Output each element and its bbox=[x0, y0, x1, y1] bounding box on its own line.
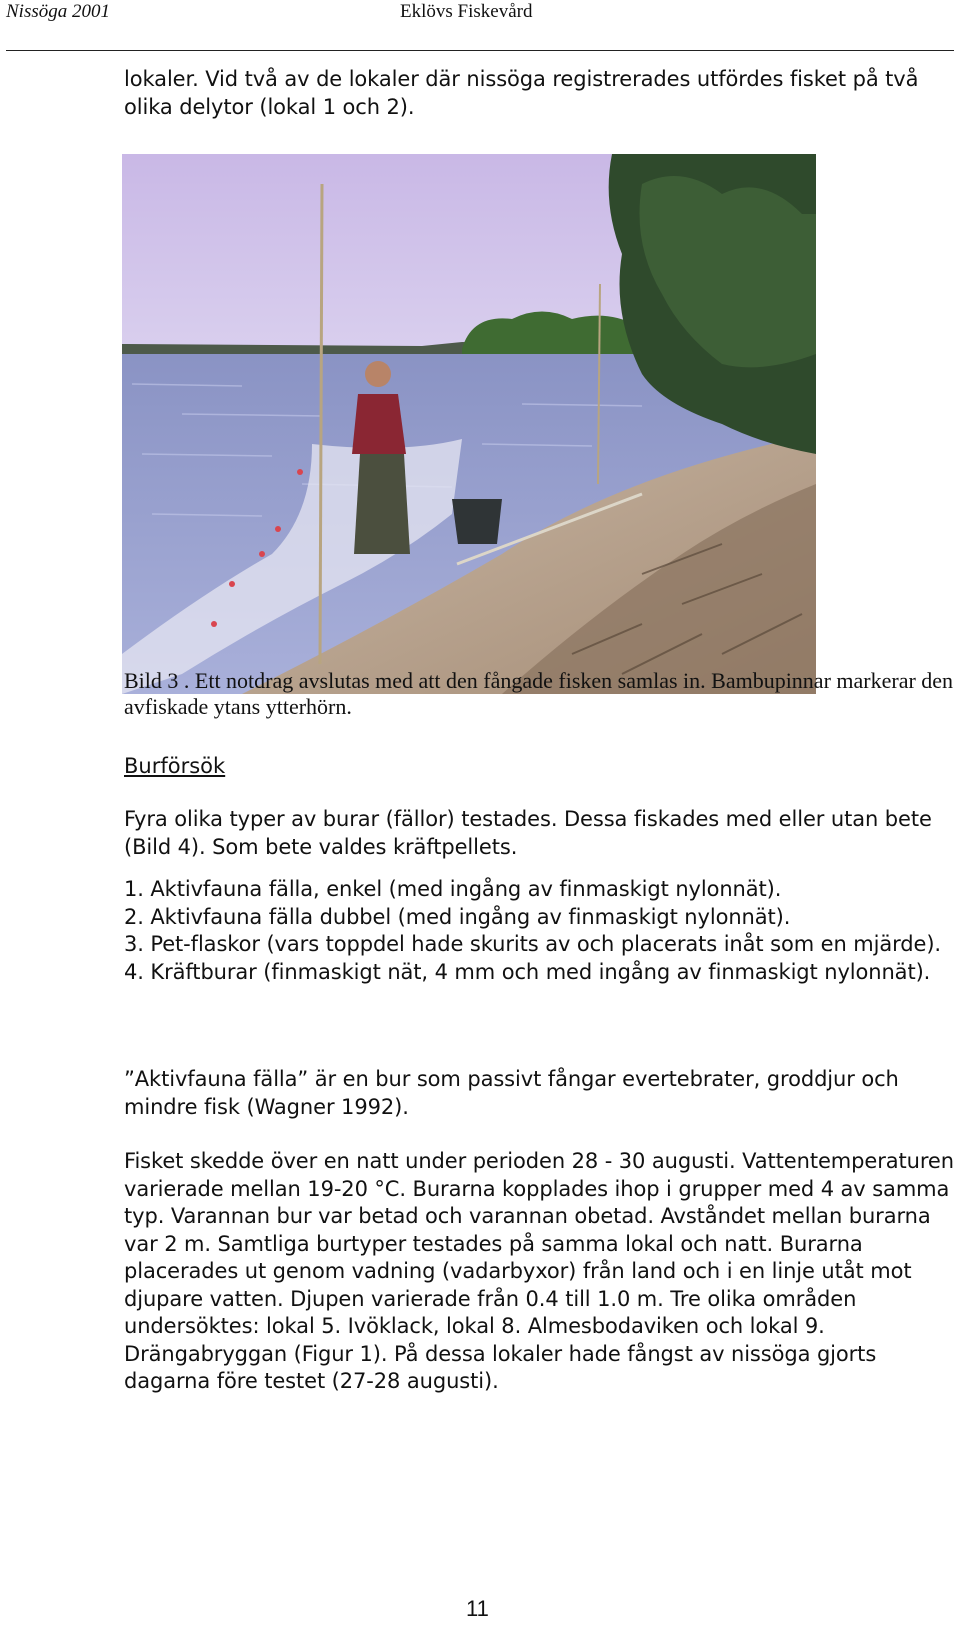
section-heading: Burförsök bbox=[124, 754, 226, 778]
list-item: 3. Pet-flaskor (vars toppdel hade skurits av och placerats inåt som en mjärde). bbox=[124, 932, 941, 956]
photo-caption: Bild 3 . Ett notdrag avslutas med att den fångade fisken samlas in. Bambupinnar markerar den avfiskade ytans ytterhörn. bbox=[124, 668, 954, 719]
list-item: 2. Aktivfauna fälla dubbel (med ingång av finmaskigt nylonnät). bbox=[124, 904, 791, 929]
lake-seine-photo bbox=[122, 154, 816, 694]
intro-paragraph: lokaler. Vid två av de lokaler där nissöga registrerades utfördes fisket på två olika delytor (lokal 1 och 2). bbox=[124, 67, 919, 119]
method-paragraph: Fisket skedde över en natt under perioden 28 - 30 augusti. Vattentemperaturen varierade mellan 19-20 °C. Burarna kopplades ihop i grupper med 4 av samma typ. Varannan bur var betad och varannan obetad. Avståndet mellan burarna var 2 m. Samtliga burtyper testades på samma lokal och natt. Burarna placerades ut genom vadning (vadarbyxor) från land och i en linje utåt mot djupare vatten. Djupen varierade från 0.4 till 1.0 m. Tre olika områden undersöktes: lokal 5. Ivöklack, lokal 8. Almesbodaviken och lokal 9. Drängabryggan (Figur 1). På dessa lokaler hade fångst av nissöga gjorts dagarna före testet (27-28 augusti). bbox=[124, 1149, 954, 1393]
header-center-title: Eklövs Fiskevård bbox=[400, 1, 533, 22]
header-divider bbox=[6, 50, 954, 51]
aktivfauna-paragraph: ”Aktivfauna fälla” är en bur som passivt fångar evertebrater, groddjur och mindre fisk (Wagner 1992). bbox=[124, 1067, 899, 1119]
header-left-title: Nissöga 2001 bbox=[6, 1, 110, 22]
burforsok-paragraph: Fyra olika typer av burar (fällor) testades. Dessa fiskades med eller utan bete (Bild 4). Som bete valdes kräftpellets. bbox=[124, 807, 932, 859]
trap-type-list bbox=[124, 876, 954, 986]
page-number: 11 bbox=[466, 1596, 489, 1621]
list-item: 4. Kräftburar (finmaskigt nät, 4 mm och med ingång av finmaskigt nylonnät). bbox=[124, 959, 931, 984]
list-item: 1. Aktivfauna fälla, enkel (med ingång av finmaskigt nylonnät). bbox=[124, 877, 782, 901]
page-header bbox=[0, 0, 960, 28]
